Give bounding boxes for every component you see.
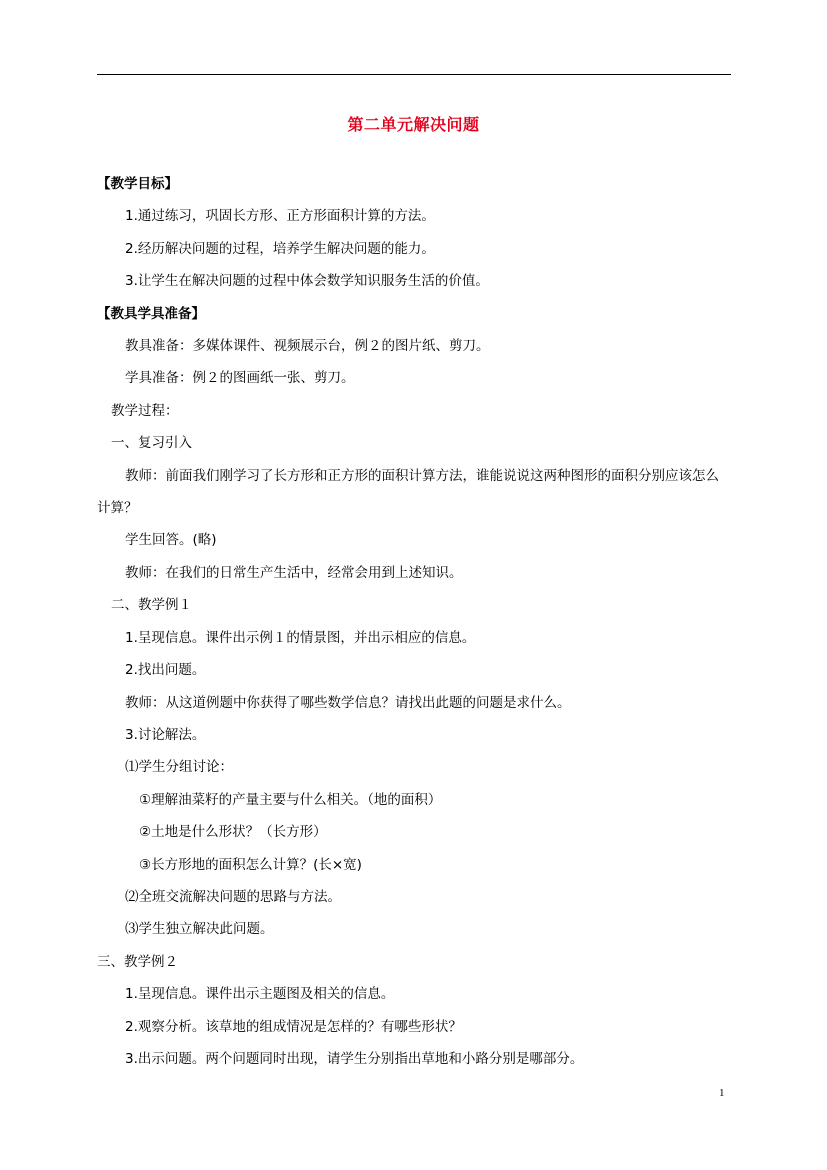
review-student: 学生回答。(略) — [125, 532, 217, 549]
example2-step: 3.出示问题。两个问题同时出现，请学生分别指出草地和小路分别是哪部分。 — [125, 1050, 584, 1067]
example1-heading: 二、教学例１ — [111, 597, 192, 614]
goal-item: 1.通过练习，巩固长方形、正方形面积计算的方法。 — [125, 208, 435, 225]
goals-heading: 【教学目标】 — [97, 176, 178, 192]
example1-substep: ⑵全班交流解决问题的思路与方法。 — [125, 888, 341, 905]
header-rule — [97, 74, 731, 75]
review-teacher-2: 教师：在我们的日常生产生活中，经常会用到上述知识。 — [125, 564, 463, 581]
example1-step: 2.找出问题。 — [125, 662, 206, 679]
prep-heading: 【教具学具准备】 — [97, 305, 205, 322]
example1-substep: ⑴学生分组讨论： — [125, 759, 233, 776]
example2-step: 2.观察分析。该草地的组成情况是怎样的？有哪些形状？ — [125, 1018, 462, 1035]
goal-item: 3.让学生在解决问题的过程中体会数学知识服务生活的价值。 — [125, 273, 489, 290]
page-number: 1 — [719, 1087, 725, 1099]
document-body — [97, 168, 731, 1075]
example1-step: 3.讨论解法。 — [125, 726, 206, 743]
prep-item: 教具准备：多媒体课件、视频展示台，例２的图片纸、剪刀。 — [125, 338, 490, 355]
example2-step: 1.呈现信息。课件出示主题图及相关的信息。 — [125, 986, 395, 1003]
process-heading: 教学过程： — [111, 402, 179, 419]
example2-heading: 三、教学例２ — [97, 953, 178, 970]
example1-teacher: 教师：从这道例题中你获得了哪些数学信息？请找出此题的问题是求什么。 — [125, 694, 571, 711]
example1-discussion-item: ①理解油菜籽的产量主要与什么相关。（地的面积） — [139, 791, 442, 808]
review-teacher-paragraph: 教师：前面我们刚学习了长方形和正方形的面积计算方法，谁能说说这两种图形的面积分别应该怎么计算？ — [97, 467, 719, 517]
document-title: 第二单元解决问题 — [347, 115, 480, 134]
prep-item: 学具准备：例２的图画纸一张、剪刀。 — [125, 370, 355, 387]
example1-substep: ⑶学生独立解决此问题。 — [125, 921, 274, 938]
goal-item: 2.经历解决问题的过程，培养学生解决问题的能力。 — [125, 240, 435, 257]
example1-discussion-item: ③长方形地的面积怎么计算？(长×宽) — [139, 856, 362, 873]
review-heading: 一、复习引入 — [111, 435, 192, 452]
example1-step: 1.呈现信息。课件出示例１的情景图，并出示相应的信息。 — [125, 629, 476, 646]
example1-discussion-item: ②土地是什么形状？（长方形） — [139, 824, 327, 841]
